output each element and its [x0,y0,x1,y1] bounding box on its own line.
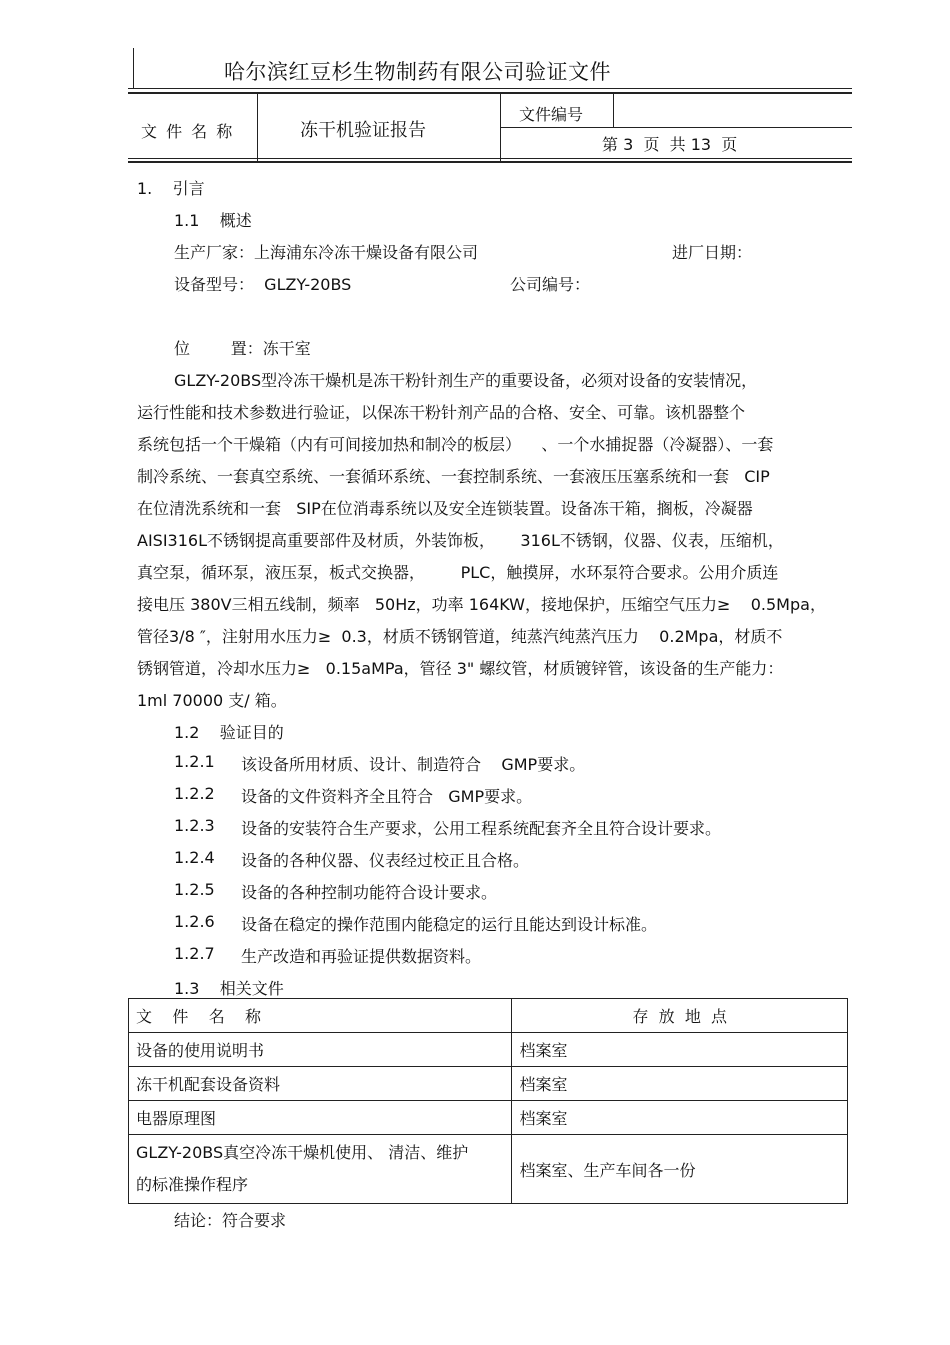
paragraph-line: 系统包括一个干燥箱（内有可间接加热和制冷的板层） 、一个水捕捉器（冷凝器）、一套 [137,435,774,454]
section-1-heading: 1. 引言 [137,179,205,198]
table-row [129,1135,848,1204]
list-item-number: 1.2.1 [174,752,215,771]
list-item-number: 1.2.3 [174,816,215,835]
list-item-text: 设备的各种仪器、仪表经过校正且合格。 [241,851,530,870]
header-rule-thick [128,92,852,94]
table-row [129,1101,848,1135]
paragraph-line: 接电压 380V三相五线制，频率 50Hz，功率 164KW，接地保护，压缩空气压力≥ 0.5Mpa， [137,595,826,614]
list-item-number: 1.2.7 [174,944,215,963]
list-item-text: 生产改造和再验证提供数据资料。 [241,947,482,966]
paragraph-line: AISI316L不锈钢提高重要部件及材质，外装饰板， 316L不锈钢，仪器、仪表，压缩机， [137,531,784,550]
paragraph-line: 真空泵，循环泵，液压泵，板式交换器， PLC，触摸屏，水环泵符合要求。公用介质连 [137,563,779,582]
header-rule-thin [128,88,852,89]
header-table-divider-3 [613,94,614,127]
list-item-text: 设备在稳定的操作范围内能稳定的运行且能达到设计标准。 [241,915,658,934]
header-table-bottom-thick [128,161,852,163]
section-1-1-heading: 1.1 概述 [174,211,252,230]
section-1-2-heading: 1.2 验证目的 [174,723,284,742]
file-name-cell: GLZY-20BS真空冷冻干燥机使用、 清洁、维护 的标准操作程序 [129,1135,512,1204]
model: 设备型号： GLZY-20BS [174,275,352,294]
paragraph-line: 制冷系统、一套真空系统、一套循环系统、一套控制系统、一套液压压塞系统和一套 CIP [137,467,770,486]
table-row [129,1033,848,1067]
table-header-row [129,999,848,1033]
file-name-cell: 电器原理图 [129,1101,512,1135]
paragraph-line: 在位清洗系统和一套 SIP在位消毒系统以及安全连锁装置。设备冻干箱，搁板，冷凝器 [137,499,753,518]
paragraph-line: GLZY-20BS型冷冻干燥机是冻干粉针剂生产的重要设备，必须对设备的安装情况， [174,371,758,390]
header-table-midline [500,127,852,128]
list-item-text: 该设备所用材质、设计、制造符合 GMP要求。 [241,755,586,774]
list-item-number: 1.2.4 [174,848,215,867]
file-name-cell: 冻干机配套设备资料 [129,1067,512,1101]
company-number: 公司编号： [510,275,591,294]
header-table-bottom-thin [128,158,852,159]
section-1-3-heading: 1.3 相关文件 [174,979,284,998]
file-location-cell: 档案室 [512,1067,848,1101]
related-files-table [128,998,848,1204]
header-table-divider-1 [257,94,258,161]
manufacturer: 生产厂家：上海浦东冷冻干燥设备有限公司 [174,243,479,262]
list-item-text: 设备的文件资料齐全且符合 GMP要求。 [241,787,533,806]
list-item-text: 设备的各种控制功能符合设计要求。 [241,883,498,902]
list-item-number: 1.2.2 [174,784,215,803]
list-item-number: 1.2.5 [174,880,215,899]
page-info: 第 3 页 共 13 页 [602,135,738,154]
file-name-cell: 设备的使用说明书 [129,1033,512,1067]
list-item-text: 设备的安装符合生产要求，公用工程系统配套齐全且符合设计要求。 [241,819,722,838]
doc-number-label: 文件编号 [519,105,584,124]
file-location-cell: 档案室 [512,1101,848,1135]
column-header-location: 存 放 地 点 [512,999,848,1033]
doc-name-label: 文 件 名 称 [141,122,235,141]
paragraph-line: 运行性能和技术参数进行验证，以保冻干粉针剂产品的合格、安全、可靠。该机器整个 [137,403,746,422]
table-row [129,1067,848,1101]
company-title: 哈尔滨红豆杉生物制药有限公司验证文件 [224,60,611,84]
location: 位 置：冻干室 [174,339,311,358]
paragraph-line: 管径3/8 ″，注射用水压力≥ 0.3，材质不锈钢管道，纯蒸汽纯蒸汽压力 0.2Mpa，材质不 [137,627,783,646]
paragraph-line: 1ml 70000 支/ 箱。 [137,691,287,710]
header-top-border [133,48,134,88]
doc-name-value: 冻干机验证报告 [300,120,426,141]
conclusion: 结论：符合要求 [174,1211,287,1230]
paragraph-line: 锈钢管道，冷却水压力≥ 0.15aMPa，管径 3" 螺纹管，材质镀锌管，该设备的生产能力： [137,659,784,678]
file-location-cell: 档案室 [512,1033,848,1067]
column-header-file-name: 文 件 名 称 [129,999,512,1033]
list-item-number: 1.2.6 [174,912,215,931]
entry-date: 进厂日期： [672,243,753,262]
file-location-cell: 档案室、生产车间各一份 [512,1135,848,1204]
